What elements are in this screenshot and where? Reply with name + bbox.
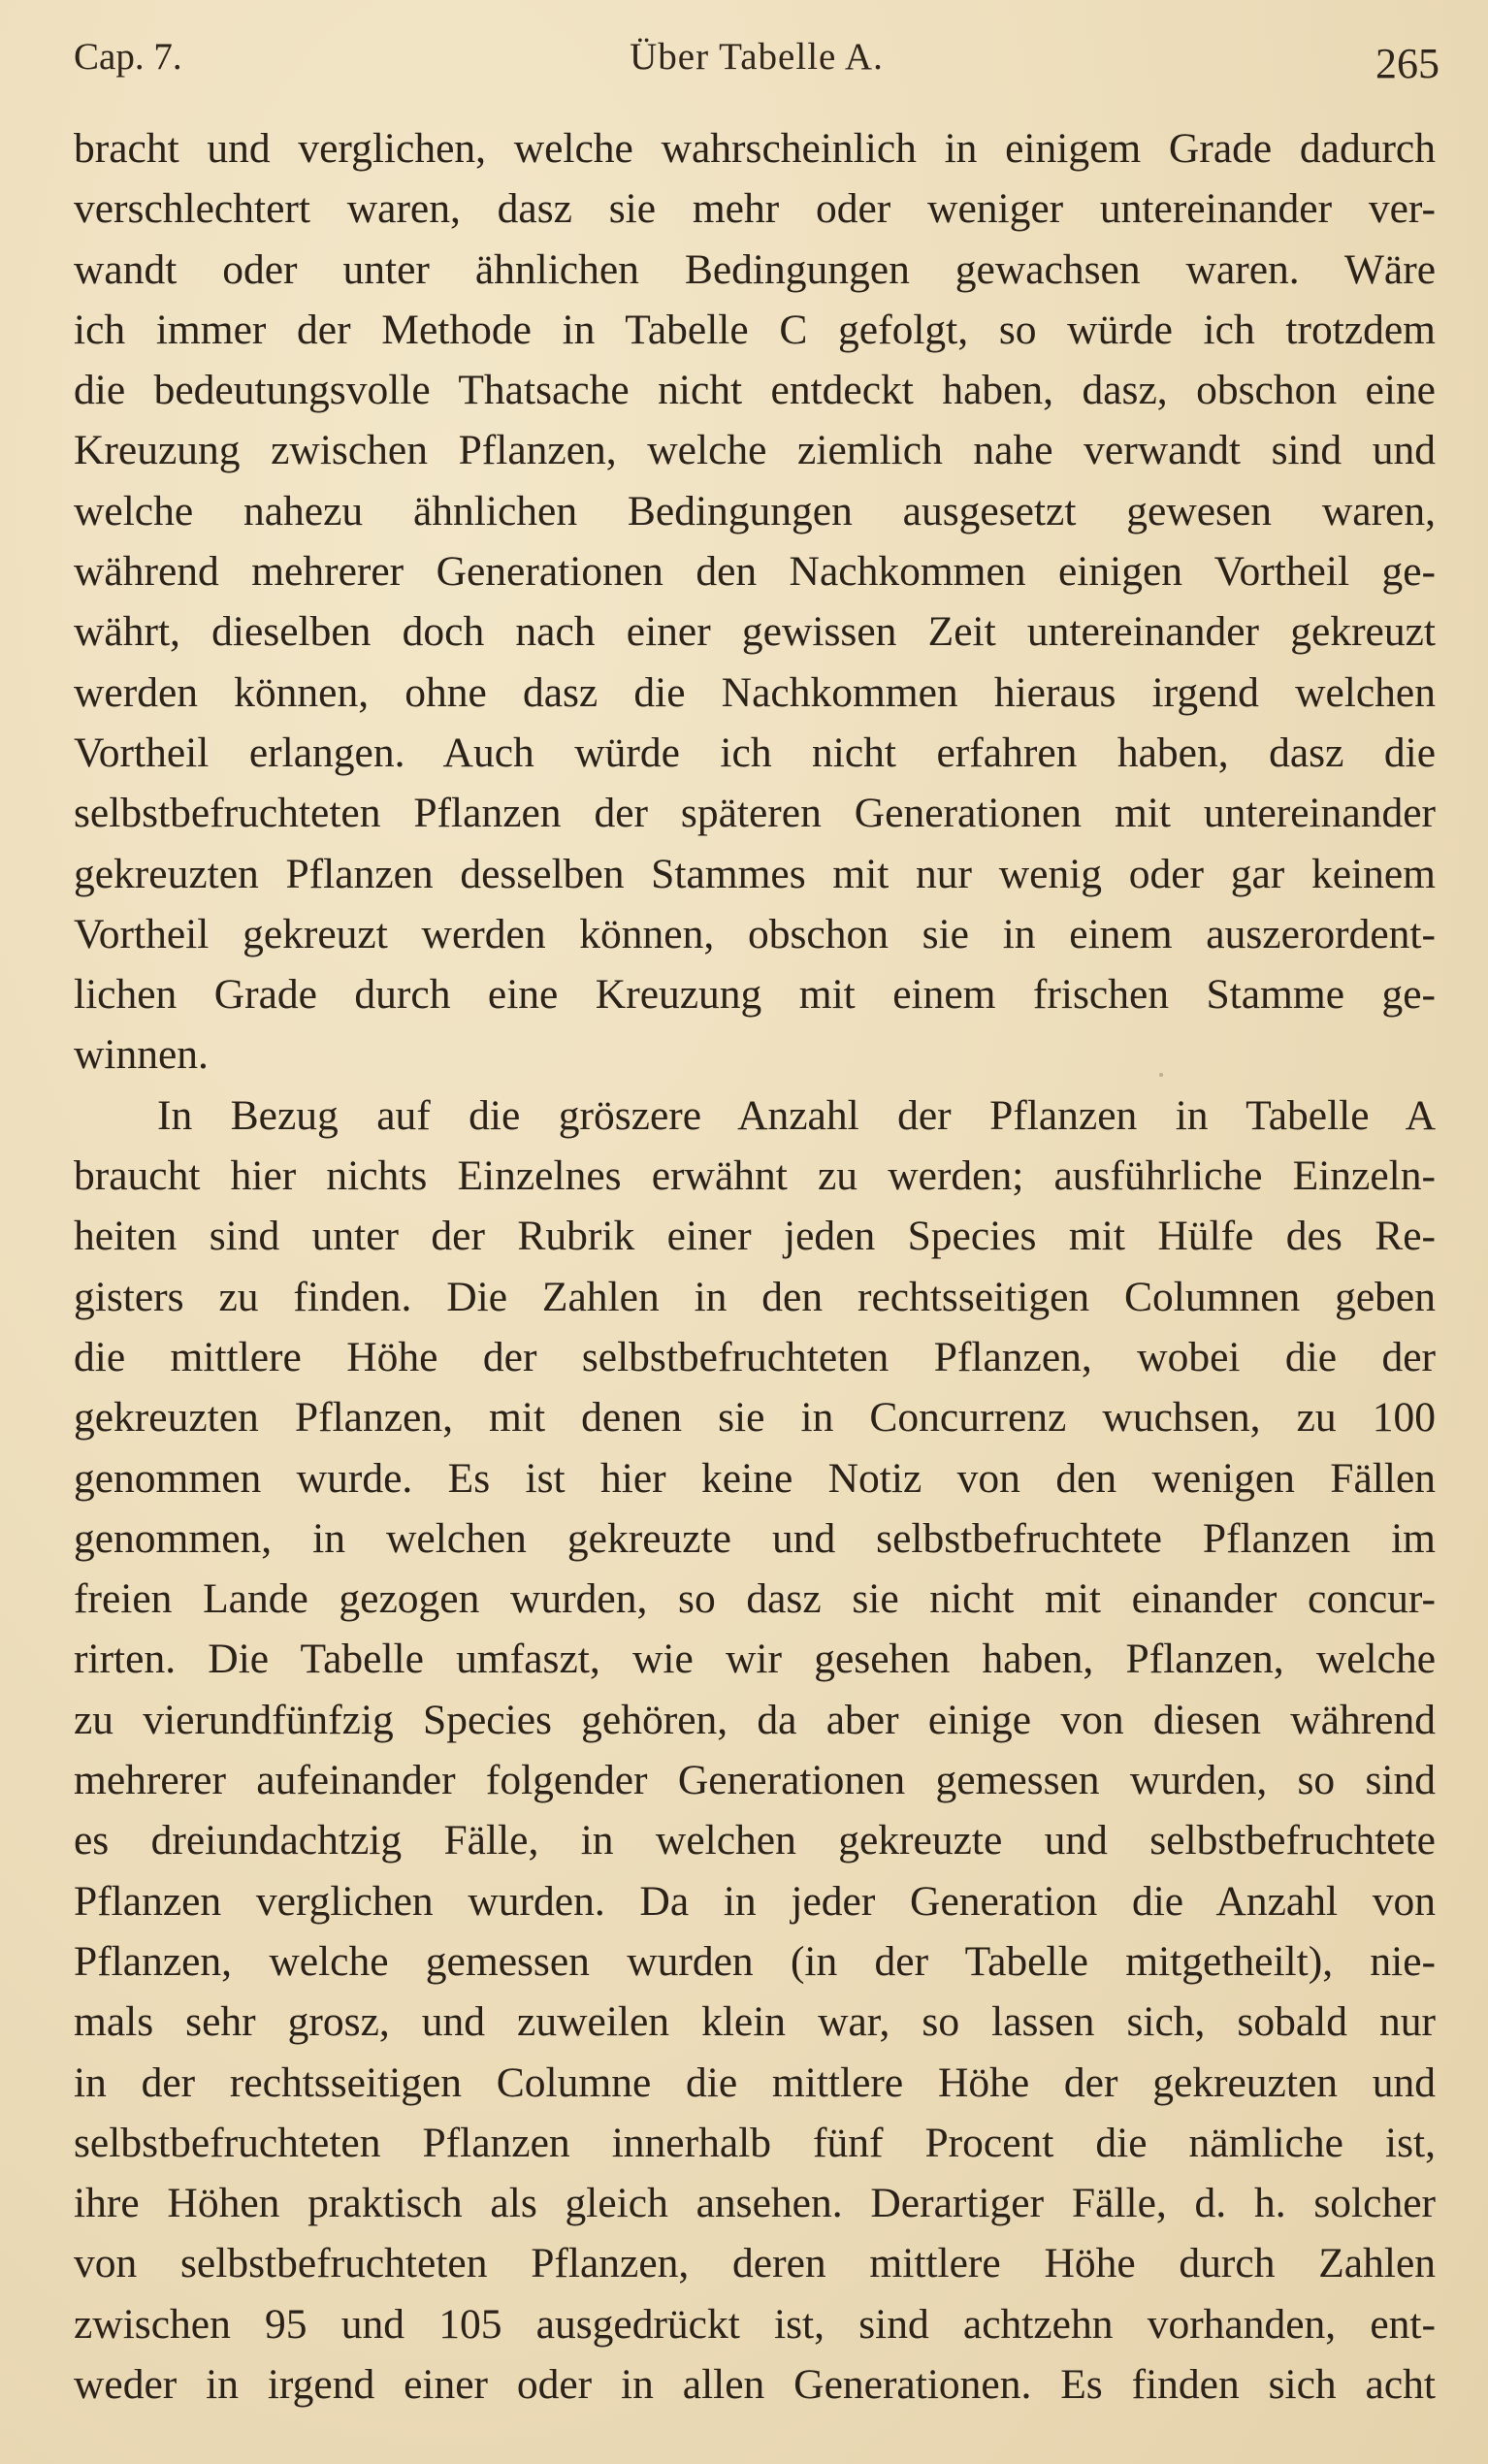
text-line: gekreuzten Pflanzen, mit denen sie in Concurrenz wuchsen, zu 100: [74, 1394, 1436, 1442]
paragraph-2: [74, 1086, 1436, 2415]
text-line: mals sehr grosz, und zuweilen klein war, so lassen sich, sobald nur: [74, 1998, 1436, 2046]
text-line: heiten sind unter der Rubrik einer jeden Species mit Hülfe des Re-: [74, 1213, 1436, 1260]
text-line: Kreuzung zwischen Pflanzen, welche ziemlich nahe verwandt sind und: [74, 427, 1436, 474]
text-line: selbstbefruchteten Pflanzen innerhalb fünf Procent die nämliche ist,: [74, 2119, 1436, 2166]
text-line: weder in irgend einer oder in allen Generationen. Es finden sich acht: [74, 2360, 1436, 2408]
text-line: ihre Höhen praktisch als gleich ansehen. Derartiger Fälle, d. h. solcher: [74, 2180, 1436, 2227]
text-line: mehrerer aufeinander folgender Generationen gemessen wurden, so sind: [74, 1757, 1436, 1804]
text-line: In Bezug auf die gröszere Anzahl der Pflanzen in Tabelle A: [157, 1091, 1436, 1139]
text-line: Pflanzen verglichen wurden. Da in jeder Generation die Anzahl von: [74, 1877, 1436, 1925]
text-line: zu vierundfünfzig Species gehören, da aber einige von diesen während: [74, 1696, 1436, 1743]
text-line: währt, dieselben doch nach einer gewissen Zeit untereinander gekreuzt: [74, 608, 1436, 656]
running-head: [74, 29, 1439, 87]
text-line: gekreuzten Pflanzen desselben Stammes mit nur wenig oder gar keinem: [74, 850, 1436, 897]
text-line: wandt oder unter ähnlichen Bedingungen gewachsen waren. Wäre: [74, 245, 1436, 293]
chapter-label: Cap. 7.: [74, 36, 182, 78]
text-line: Vortheil gekreuzt werden können, obschon sie in einem auszerordent-: [74, 910, 1436, 957]
text-line: genommen, in welchen gekreuzte und selbstbefruchtete Pflanzen im: [74, 1514, 1436, 1562]
text-line: lichen Grade durch eine Kreuzung mit einem frischen Stamme ge-: [74, 971, 1436, 1019]
text-line: die mittlere Höhe der selbstbefruchteten Pflanzen, wobei die der: [74, 1333, 1436, 1380]
text-line: genommen wurde. Es ist hier keine Notiz von den wenigen Fällen: [74, 1454, 1436, 1502]
text-line: freien Lande gezogen wurden, so dasz sie nicht mit einander concur-: [74, 1575, 1436, 1623]
page-number: 265: [1375, 40, 1439, 87]
section-title: Über Tabelle A.: [630, 36, 884, 78]
text-line: während mehrerer Generationen den Nachkommen einigen Vortheil ge-: [74, 548, 1436, 596]
body-text: [74, 118, 1436, 2415]
text-line: winnen.: [74, 1031, 209, 1079]
text-line: gisters zu finden. Die Zahlen in den rechtsseitigen Columnen geben: [74, 1273, 1436, 1320]
text-line: Vortheil erlangen. Auch würde ich nicht erfahren haben, dasz die: [74, 729, 1436, 776]
text-line: werden können, ohne dasz die Nachkommen hieraus irgend welchen: [74, 668, 1436, 716]
paragraph-1: [74, 118, 1436, 1086]
text-line: braucht hier nichts Einzelnes erwähnt zu werden; ausführliche Einzeln-: [74, 1152, 1436, 1200]
paper-speck: [1159, 1073, 1163, 1077]
text-line: zwischen 95 und 105 ausgedrückt ist, sind achtzehn vorhanden, ent-: [74, 2300, 1436, 2348]
text-line: rirten. Die Tabelle umfaszt, wie wir gesehen haben, Pflanzen, welche: [74, 1636, 1436, 1683]
text-line: bracht und verglichen, welche wahrscheinlich in einigem Grade dadurch: [74, 125, 1436, 172]
text-line: welche nahezu ähnlichen Bedingungen ausgesetzt gewesen waren,: [74, 487, 1436, 535]
text-line: selbstbefruchteten Pflanzen der späteren Generationen mit untereinander: [74, 790, 1436, 837]
text-line: es dreiundachtzig Fälle, in welchen gekreuzte und selbstbefruchtete: [74, 1817, 1436, 1864]
text-line: ich immer der Methode in Tabelle C gefolgt, so würde ich trotzdem: [74, 306, 1436, 353]
text-line: in der rechtsseitigen Columne die mittlere Höhe der gekreuzten und: [74, 2059, 1436, 2106]
text-line: die bedeutungsvolle Thatsache nicht entdeckt haben, dasz, obschon eine: [74, 367, 1436, 414]
text-line: von selbstbefruchteten Pflanzen, deren mittlere Höhe durch Zahlen: [74, 2240, 1436, 2287]
text-line: verschlechtert waren, dasz sie mehr oder weniger untereinander ver-: [74, 185, 1436, 233]
text-line: Pflanzen, welche gemessen wurden (in der Tabelle mitgetheilt), nie-: [74, 1937, 1436, 1985]
